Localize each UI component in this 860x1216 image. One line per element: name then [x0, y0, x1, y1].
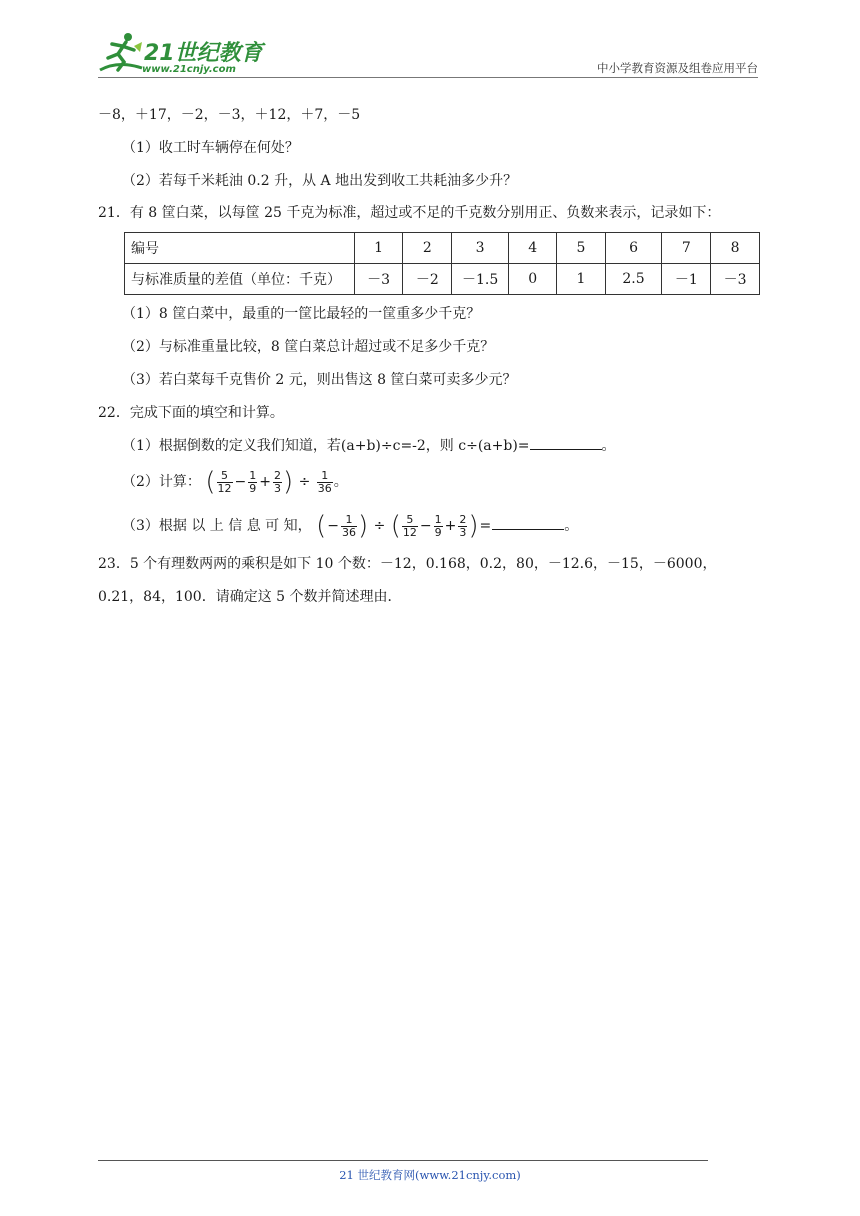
q23-text: 23．5 个有理数两两的乘积是如下 10 个数：－12，0.168，0.2，80，－12.6，－15，－6000，0.21，84，100．请确定这 5 个数并简述理由．	[98, 556, 717, 605]
table-cell: 6	[605, 233, 662, 264]
page-header	[98, 30, 758, 82]
fraction-1-9: $\frac{1}{9}$	[249, 468, 257, 495]
fraction-2-3: $\frac{2}{3}$	[274, 468, 281, 495]
right-paren: )	[357, 511, 369, 541]
platform-name: 中小学教育资源及组卷应用平台	[597, 61, 758, 75]
q21-sub1: （1）8 筐白菜中，最重的一筐比最轻的一筐重多少千克？	[122, 306, 481, 322]
table-row	[125, 264, 760, 295]
q22-stem: 22．完成下面的填空和计算。	[98, 405, 284, 421]
table-header-label: 编号	[125, 233, 355, 264]
q21-sub3: （3）若白菜每千克售价 2 元，则出售这 8 筐白菜可卖多少元？	[122, 372, 517, 388]
table-cell: 1	[557, 264, 605, 295]
fraction-1-36: $\frac{1}{36}$	[317, 468, 332, 495]
fraction-1-9: $\frac{1}{9}$	[434, 512, 442, 539]
q22-sub2-prefix: （2）计算：	[122, 474, 201, 490]
table-cell: 4	[509, 233, 557, 264]
table-cell: 2.5	[605, 264, 662, 295]
table-row	[125, 233, 760, 264]
table-cell: 1	[354, 233, 403, 264]
q22-sub1-end: 。	[601, 438, 616, 454]
logo-name: 21世纪教育	[144, 41, 263, 66]
plus-sign: +	[259, 474, 271, 490]
plus-sign: +	[444, 518, 457, 534]
q21-sub2: （2）与标准重量比较，8 筐白菜总计超过或不足多少千克？	[122, 339, 495, 355]
q22-sub1-text: （1）根据倒数的定义我们知道，若(a+b)÷c=-2，则 c÷(a+b)=	[122, 438, 530, 454]
table-cell: 8	[711, 233, 760, 264]
footer-text: 21 世纪教育网(www.21cnjy.com)	[339, 1168, 521, 1182]
footer-divider	[98, 1160, 708, 1161]
q22-sub3	[98, 504, 760, 548]
divide-sign: ÷	[298, 474, 311, 490]
table-cell: 0	[509, 264, 557, 295]
minus-sign: −	[234, 474, 247, 490]
left-paren: (	[316, 511, 327, 541]
q20-sub2: （2）若每千米耗油 0.2 升，从 A 地出发到收工共耗油多少升？	[122, 173, 518, 189]
q21-stem: 21．有 8 筐白菜，以每筐 25 千克为标准，超过或不足的千克数分别用正、负数来表示，记录如下：	[98, 205, 721, 221]
table-cell: 5	[557, 233, 605, 264]
left-paren: (	[205, 467, 216, 497]
table-cell: －1.5	[452, 264, 509, 295]
q20-values: －8，＋17，－2，－3，＋12，＋7，－5	[98, 107, 361, 123]
document-content	[98, 104, 760, 614]
minus-sign: −	[327, 518, 339, 534]
logo-url: www.21cnjy.com	[142, 64, 236, 75]
table-row-label: 与标准质量的差值（单位：千克）	[125, 264, 355, 295]
q20-sub1: （1）收工时车辆停在何处？	[122, 140, 299, 156]
period: 。	[564, 518, 579, 534]
equals-sign: =	[479, 518, 492, 534]
answer-blank	[530, 435, 602, 450]
table-cell: －3	[354, 264, 403, 295]
runner-logo-icon	[98, 30, 146, 76]
right-paren: )	[468, 511, 479, 541]
answer-blank	[492, 515, 564, 530]
cabbage-table	[124, 232, 760, 295]
minus-sign: −	[419, 518, 432, 534]
q22-sub3-prefix: （3）根据 以 上 信 息 可 知，	[122, 518, 312, 534]
logo	[98, 30, 268, 78]
right-paren: )	[283, 467, 294, 497]
left-paren: (	[390, 511, 401, 541]
table-cell: －2	[403, 264, 452, 295]
fraction-5-12: $\frac{5}{12}$	[402, 512, 417, 539]
fraction-2-3: $\frac{2}{3}$	[459, 512, 467, 539]
q22-sub2	[98, 460, 760, 504]
header-divider	[98, 77, 758, 78]
divide-sign: ÷	[373, 518, 386, 534]
table-cell: 7	[662, 233, 711, 264]
period: 。	[333, 474, 348, 490]
fraction-5-12: $\frac{5}{12}$	[217, 468, 232, 495]
table-cell: 3	[452, 233, 509, 264]
table-cell: －1	[662, 264, 711, 295]
table-cell: 2	[403, 233, 452, 264]
fraction-1-36: $\frac{1}{36}$	[341, 512, 356, 539]
table-cell: －3	[711, 264, 760, 295]
